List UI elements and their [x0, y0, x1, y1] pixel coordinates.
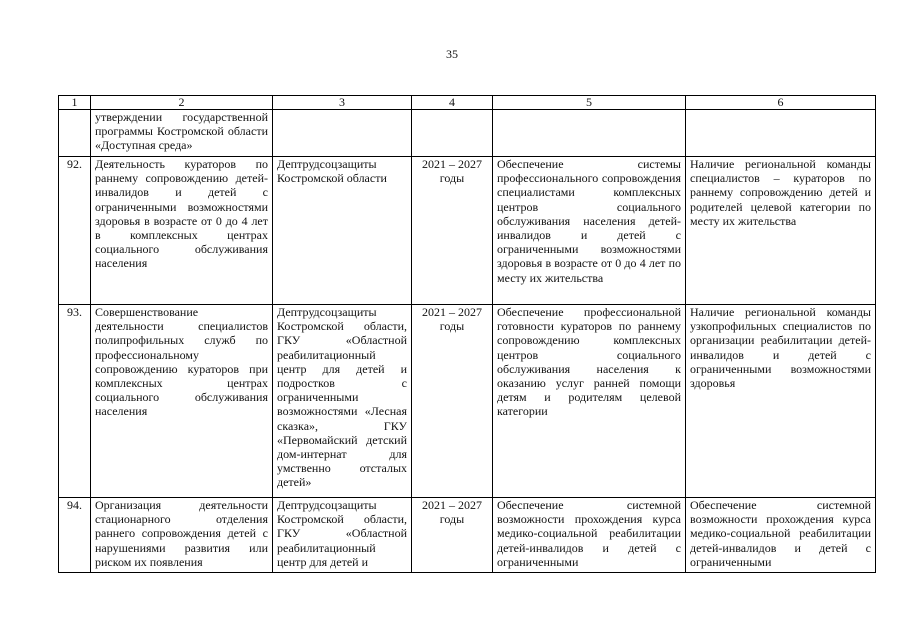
- executor-cell: Дептрудсоцзащиты Костромской области, ГКУ «Областной реабилитационный центр для детей и: [273, 498, 412, 573]
- table-row: [59, 157, 876, 305]
- table-row: [59, 305, 876, 498]
- indicator-cell: [686, 110, 876, 157]
- event-cell: Организация деятельности стационарного отделения раннего сопровождения детей с нарушениями развития или риском их появления: [91, 498, 273, 573]
- column-header: 5: [493, 96, 686, 110]
- result-cell: Обеспечение системы профессионального сопровождения специалистами комплексных центров социального обслуживания населения детей-инвалидов и детей с ограниченными возможностями здоровья в возрасте от 0 до 4 лет по месту их жительства: [493, 157, 686, 305]
- result-cell: [493, 110, 686, 157]
- row-number-cell: 92.: [59, 157, 91, 305]
- executor-cell: [273, 110, 412, 157]
- row-number-cell: 93.: [59, 305, 91, 498]
- executor-cell: Дептрудсоцзащиты Костромской области, ГКУ «Областной реабилитационный центр для детей и подростков с ограниченными возможностями «Лесная сказка», ГКУ «Первомайский детский дом-интернат для умственно отсталых детей»: [273, 305, 412, 498]
- event-cell: Деятельность кураторов по раннему сопровождению детей-инвалидов и детей с ограниченными возможностями здоровья в возрасте от 0 до 4 лет в комплексных центрах социального обслуживания населения: [91, 157, 273, 305]
- indicator-cell: Наличие региональной команды специалистов – кураторов по раннему сопровождению детей и родителей целевой категории по месту их жительства: [686, 157, 876, 305]
- period-cell: 2021 – 2027 годы: [412, 305, 493, 498]
- row-number-cell: 94.: [59, 498, 91, 573]
- table-row: [59, 110, 876, 157]
- table-row: [59, 498, 876, 573]
- measures-table: [58, 95, 876, 573]
- column-header: 1: [59, 96, 91, 110]
- executor-cell: Дептрудсоцзащиты Костромской области: [273, 157, 412, 305]
- event-cell: Совершенствование деятельности специалистов полипрофильных служб по профессиональному сопровождению кураторов при комплексных центрах социального обслуживания населения: [91, 305, 273, 498]
- column-header: 2: [91, 96, 273, 110]
- row-number-cell: [59, 110, 91, 157]
- page-number: 35: [446, 47, 458, 61]
- indicator-cell: Наличие региональной команды узкопрофильных специалистов по организации реабилитации детей-инвалидов и детей с ограниченными возможностями здоровья: [686, 305, 876, 498]
- column-header: 6: [686, 96, 876, 110]
- period-cell: [412, 110, 493, 157]
- result-cell: Обеспечение системной возможности прохождения курса медико-социальной реабилитации детей-инвалидов и детей с ограниченными: [493, 498, 686, 573]
- indicator-cell: Обеспечение системной возможности прохождения курса медико-социальной реабилитации детей-инвалидов и детей с ограниченными: [686, 498, 876, 573]
- period-cell: 2021 – 2027 годы: [412, 157, 493, 305]
- result-cell: Обеспечение профессиональной готовности кураторов по раннему сопровождению комплексных центров социального обслуживания населения к оказанию услуг ранней помощи детям и родителям целевой категории: [493, 305, 686, 498]
- column-header: 3: [273, 96, 412, 110]
- column-header: 4: [412, 96, 493, 110]
- event-cell: утверждении государственной программы Костромской области «Доступная среда»: [91, 110, 273, 157]
- period-cell: 2021 – 2027 годы: [412, 498, 493, 573]
- table-header-row: [59, 96, 876, 110]
